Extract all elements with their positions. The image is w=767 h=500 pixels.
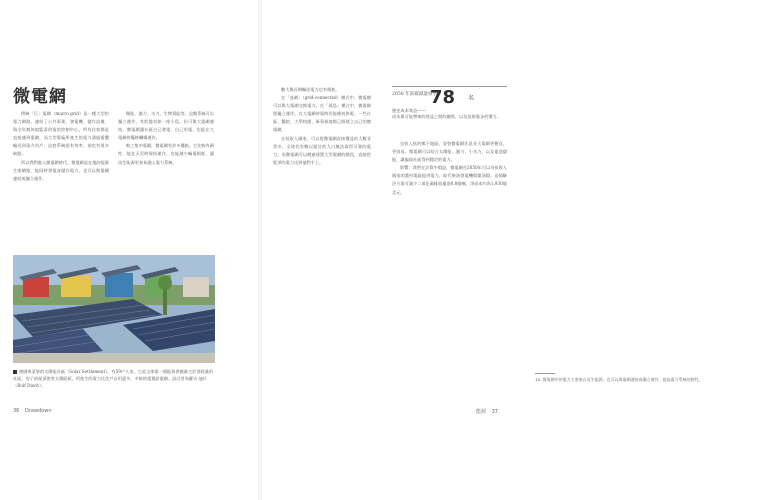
paragraph: 所以我們進入微電網時代。微電網是在地的能源生產網路，能同時發電並儲存電力，也可以與電網連結或獨立運作。 (13, 159, 109, 181)
photo-illustration (13, 255, 215, 363)
rank-number: 78 (430, 87, 456, 108)
page-title: 微電網 (13, 87, 67, 107)
paragraph: 陽能、風力、水力、生物質能等。這類系統可以獨立運作，其狀態有如一座小島，但可與大電網連結。微電網讓社區自己發電、自己用電，也能在大電網停擺時繼續運作。 (118, 111, 214, 141)
photo-caption (13, 368, 215, 389)
right-folio (476, 408, 498, 415)
note-line: 成本與可能帶來的效益之間的關係，以及技術進步的潛力。 (392, 114, 501, 120)
rank-label: 2050 年前碳減量排名 (392, 92, 438, 97)
left-page (0, 0, 258, 500)
right-page (262, 0, 703, 500)
left-folio (13, 408, 52, 414)
footnote-divider (535, 373, 555, 374)
cost-note (392, 108, 507, 120)
rank-suffix: 名 (468, 95, 475, 102)
page-number: 36 (13, 408, 20, 414)
paragraph: 傳統「巨」電網（macro grid）是一種大型的電力網路，連結了公共事業、發電機、儲存設備，與全年無休地監看供電的控制中心。所有住家都是直接連到電網，而大型電廠所產生的電力通過電纜輸送到遠方用戶。這套系統很有效率，卻也有很多缺點。 (13, 111, 109, 157)
solar-settlement-photo (13, 255, 215, 363)
paragraph: 較之集中電網，微電網有許多優點。它比較有韌性，能在天災時保持運作，也能減少輸電損耗，讓再生能源更容易融入電力系統。 (118, 143, 214, 165)
caption-marker-icon (13, 370, 17, 374)
page-number: 37 (491, 409, 498, 415)
running-footer: 能源 (476, 409, 487, 415)
paragraph: 在低收入國家，可以從微電網直接獲益的人數非常多。全球仍有數以億計的人口無法取得可靠的電力，而微電網可以跳過建置大型電網的階段，直接把乾淨的電力送到他們手上。 (273, 135, 371, 165)
footnote: 18. 微電網中的電力主要來自再生能源，也可以與電網連接或獨立運作，提高電力系統的韌性。 (535, 377, 703, 382)
caption-text: 德國弗萊堡的太陽能社區（Solar Settlement），有59戶人家，它是全球第一個能源供應量大於消耗量的社區。房子的屋頂裝有太陽能板，所產生的電力比住戶自用還多，多餘的電賣給電網。設計者為羅夫·迪什（Rolf Disch）。 (13, 369, 214, 388)
paragraph: 在「並網」（grid-connected）模式中，微電網可以與大電網交換電力。在「孤島」模式中，微電網則獨立運作，在大電網停電時仍能維持供電。一些社區、醫院、大學校園、軍事基地都已經建立自己的微電網。 (273, 95, 371, 133)
left-column-2 (118, 110, 214, 167)
paragraph: 數大與長期輸送電力也有損耗。 (281, 87, 340, 92)
note-line: 歷史成本效益—— (392, 108, 426, 113)
left-column-1 (13, 110, 109, 183)
paragraph: 影響：我們在計算中假設，微電網在2050年可以為低收入國家的農村地區提供電力，取代柴油發電機與煤油燈。這個解決方案可減少二氧化碳排放量達0.8億噸，淨成本約為1,930億美元。 (392, 165, 507, 195)
right-column-2 (392, 140, 507, 197)
paragraph: 在收入低的鄉下地區，安裝微電網比延長大電網更便宜，更容易。微電網可以結合太陽能、風力、小水力，以及電池儲能，讓偏遠社區得到穩定的電力。 (392, 141, 507, 163)
running-footer: Drawdown (24, 408, 52, 414)
right-column-1 (273, 86, 371, 167)
